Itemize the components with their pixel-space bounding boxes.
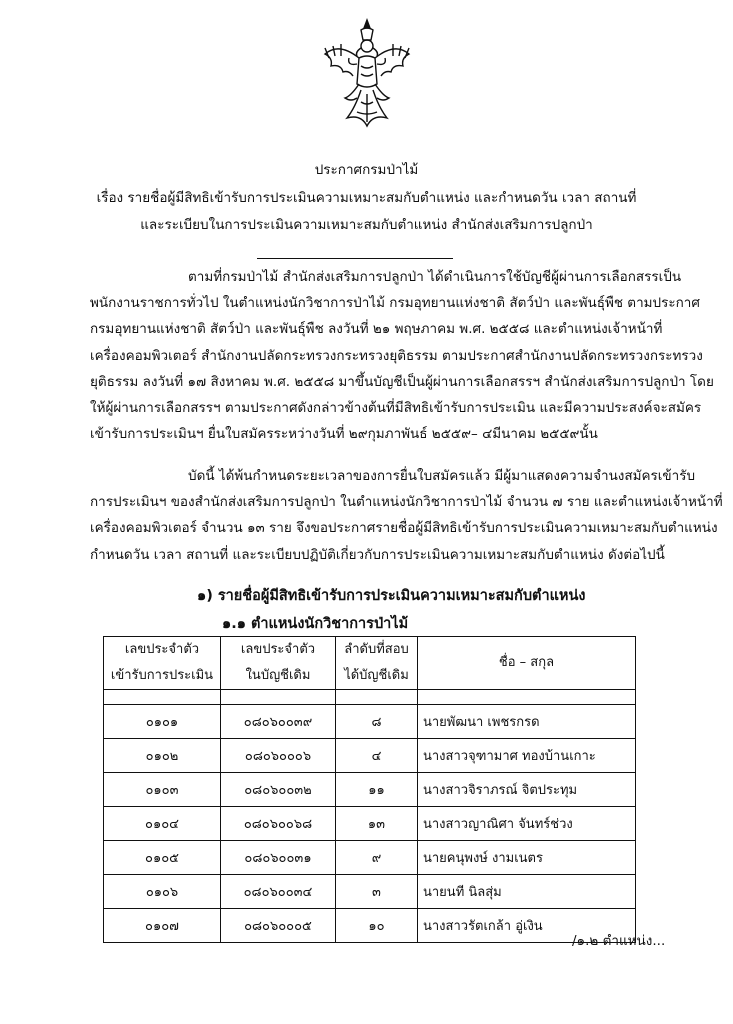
garuda-emblem-icon [321, 18, 413, 130]
spacer-cell [221, 690, 336, 705]
column-header-assessment-id [104, 637, 221, 690]
assessment-id-cell: ๐๑๐๑ [104, 705, 221, 739]
rank-cell: ๓ [336, 875, 418, 909]
table-header-row [104, 637, 636, 690]
rank-cell: ๑๓ [336, 807, 418, 841]
rank-cell: ๙ [336, 841, 418, 875]
name-cell: นางสาวญาณิศา จันทร์ช่วง [418, 807, 636, 841]
announcement-title: ประกาศกรมป่าไม้ [314, 162, 419, 178]
assessment-id-cell: ๐๑๐๒ [104, 739, 221, 773]
table-row [104, 807, 636, 841]
paragraph-1-line: เครื่องคอมพิวเตอร์ สำนักงานปลัดกระทรวงกระทรวงยุติธรรม ตามประกาศสำนักงานปลัดกระทรวงกระทรวง [90, 347, 703, 364]
assessment-id-cell: ๐๑๐๖ [104, 875, 221, 909]
original-id-cell: ๐๘๐๖๐๐๓๙ [221, 705, 336, 739]
name-cell: นางสาวจุฑามาศ ทองบ้านเกาะ [418, 739, 636, 773]
rank-cell: ๘ [336, 705, 418, 739]
table-row [104, 841, 636, 875]
table-row [104, 705, 636, 739]
rank-cell: ๑๑ [336, 773, 418, 807]
paragraph-1-line: ให้ผู้ผ่านการเลือกสรรฯ ตามประกาศดังกล่าวข้างต้นที่มีสิทธิเข้ารับการประเมิน และมีความประสงค์จะสมัคร [90, 400, 702, 417]
header-line: ลำดับที่สอบ [344, 642, 409, 657]
column-header-name [418, 637, 636, 690]
paragraph-2-line: บัดนี้ ได้พ้นกำหนดระยะเวลาของการยื่นใบสมัครแล้ว มีผู้มาแสดงความจำนงสมัครเข้ารับ [188, 468, 696, 484]
column-header-rank [336, 637, 418, 690]
header-line: เข้ารับการประเมิน [110, 668, 214, 683]
header-line: ได้บัญชีเดิม [344, 668, 409, 683]
spacer-cell [336, 690, 418, 705]
table-row [104, 739, 636, 773]
title-divider [257, 258, 453, 259]
original-id-cell: ๐๘๐๖๐๐๓๔ [221, 875, 336, 909]
paragraph-1-line: ยุติธรรม ลงวันที่ ๑๗ สิงหาคม พ.ศ. ๒๕๕๘ มาขึ้นบัญชีเป็นผู้ผ่านการเลือกสรรฯ สำนักส่งเสริมการปลูกป่า โดย [90, 373, 714, 390]
original-id-cell: ๐๘๐๖๐๐๐๖ [221, 739, 336, 773]
original-id-cell: ๐๘๐๖๐๐๓๒ [221, 773, 336, 807]
rank-cell: ๔ [336, 739, 418, 773]
name-cell: นางสาวรัตเกล้า อู่เงิน [418, 909, 636, 943]
name-cell: นายพัฒนา เพชรกรด [418, 705, 636, 739]
paragraph-1-line: กรมอุทยานแห่งชาติ สัตว์ป่า และพันธุ์พืช ลงวันที่ ๒๑ พฤษภาคม พ.ศ. ๒๕๕๘ และตำแหน่งเจ้าหน้าที่ [90, 321, 663, 338]
table-spacer-row [104, 690, 636, 705]
column-header-original-id [221, 637, 336, 690]
table-row [104, 909, 636, 943]
section-1-heading: ๑) รายชื่อผู้มีสิทธิเข้ารับการประเมินความเหมาะสมกับตำแหน่ง [197, 588, 586, 604]
paragraph-2-line: กำหนดวัน เวลา สถานที่ และระเบียบปฏิบัติเกี่ยวกับการประเมินความเหมาะสมกับตำแหน่ง ดังต่อไปนี้ [90, 546, 665, 563]
paragraph-1 [90, 264, 714, 447]
section-1-1-heading: ๑.๑ ตำแหน่งนักวิชาการป่าไม้ [222, 616, 409, 632]
paragraph-1-line: พนักงานราชการทั่วไป ในตำแหน่งนักวิชาการป่าไม้ กรมอุทยานแห่งชาติ สัตว์ป่า และพันธุ์พืช ตามประกาศ [90, 295, 700, 312]
subject-line-2: และระเบียบในการประเมินความเหมาะสมกับตำแหน่ง สำนักส่งเสริมการปลูกป่า [140, 217, 593, 233]
paragraph-2-line: การประเมินฯ ของสำนักส่งเสริมการปลูกป่า ในตำแหน่งนักวิชาการป่าไม้ จำนวน ๗ ราย และตำแหน่งเจ้าหน้าที่ [90, 494, 723, 511]
paragraph-1-line: ตามที่กรมป่าไม้ สำนักส่งเสริมการปลูกป่า ได้ดำเนินการใช้บัญชีผู้ผ่านการเลือกสรรเป็น [188, 269, 682, 285]
assessment-id-cell: ๐๑๐๕ [104, 841, 221, 875]
assessment-id-cell: ๐๑๐๓ [104, 773, 221, 807]
candidate-table [103, 636, 636, 943]
spacer-cell [418, 690, 636, 705]
rank-cell: ๑๐ [336, 909, 418, 943]
original-id-cell: ๐๘๐๖๐๐๖๘ [221, 807, 336, 841]
name-cell: นางสาวจิราภรณ์ จิตประทุม [418, 773, 636, 807]
table-row [104, 875, 636, 909]
name-cell: นายนที นิลสุ่ม [418, 875, 636, 909]
assessment-id-cell: ๐๑๐๗ [104, 909, 221, 943]
assessment-id-cell: ๐๑๐๔ [104, 807, 221, 841]
paragraph-1-line: เข้ารับการประเมินฯ ยื่นใบสมัครระหว่างวันที่ ๒๙กุมภาพันธ์ ๒๕๕๙– ๔มีนาคม ๒๕๕๙นั้น [90, 426, 598, 443]
paragraph-2-line: เครื่องคอมพิวเตอร์ จำนวน ๑๓ ราย จึงขอประกาศรายชื่อผู้มีสิทธิเข้ารับการประเมินความเหมาะสมกับตำแหน่ง [90, 520, 718, 537]
header-line: ในบัญชีเดิม [245, 668, 311, 683]
header-line: เลขประจำตัว [240, 642, 316, 657]
subject-line-1: เรื่อง รายชื่อผู้มีสิทธิเข้ารับการประเมินความเหมาะสมกับตำแหน่ง และกำหนดวัน เวลา สถานที่ [96, 190, 637, 206]
original-id-cell: ๐๘๐๖๐๐๐๕ [221, 909, 336, 943]
original-id-cell: ๐๘๐๖๐๐๓๑ [221, 841, 336, 875]
header-line: เลขประจำตัว [124, 642, 200, 657]
spacer-cell [104, 690, 221, 705]
name-cell: นายคนุพงษ์ งามเนตร [418, 841, 636, 875]
table-row [104, 773, 636, 807]
paragraph-2 [90, 463, 723, 568]
header-line: ชื่อ – สกุล [498, 655, 555, 670]
continuation-note: /๑.๒ ตำแหน่ง... [572, 933, 666, 949]
